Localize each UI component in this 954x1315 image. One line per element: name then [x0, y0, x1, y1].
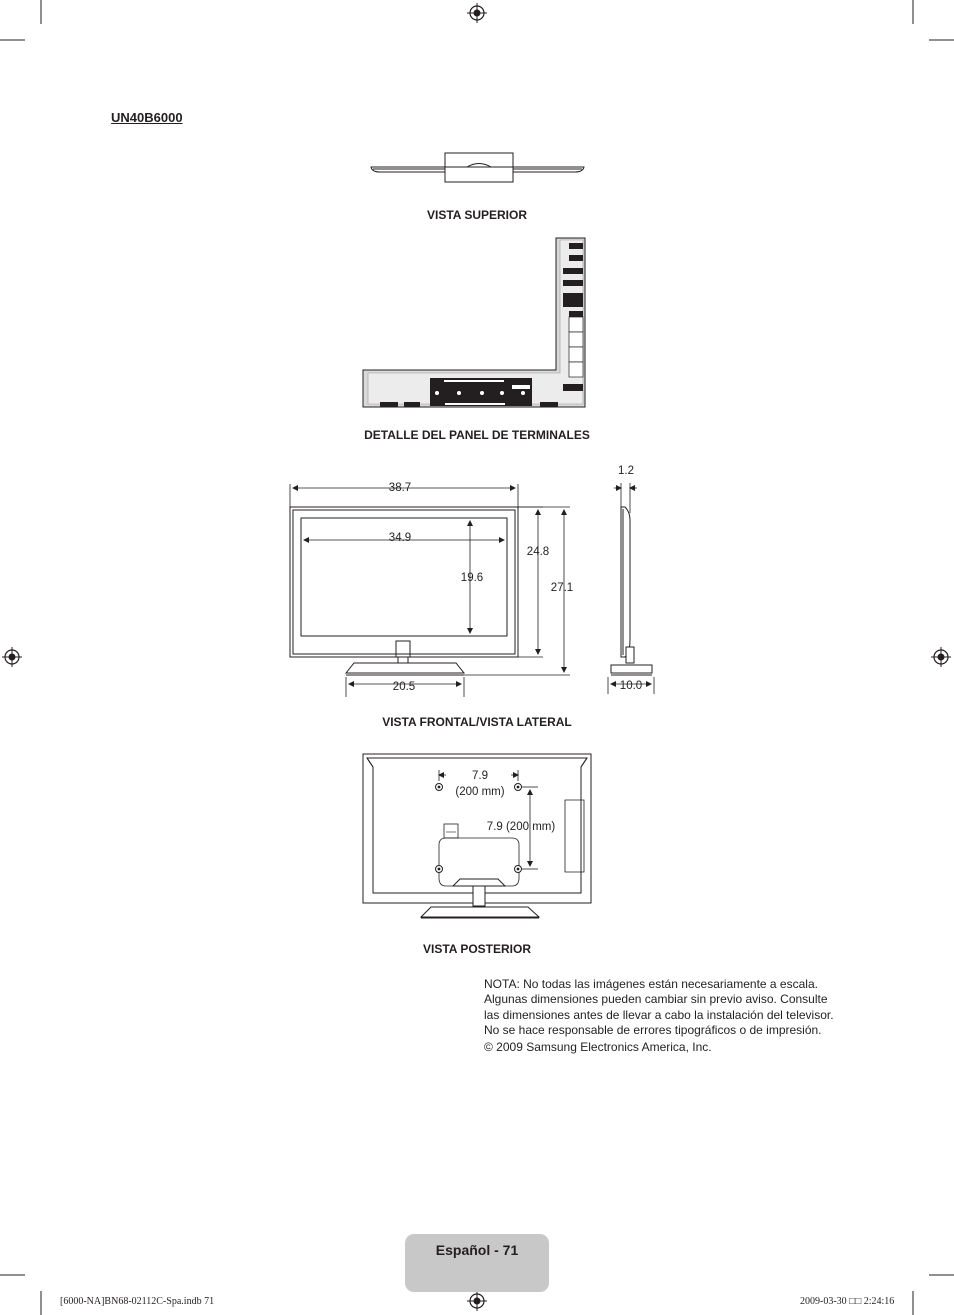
copyright-text: © 2009 Samsung Electronics America, Inc.	[484, 1040, 712, 1055]
page-number-badge	[405, 1234, 549, 1292]
registration-mark-right	[931, 647, 951, 667]
dim-screen-height: 19.6	[460, 572, 484, 584]
registration-mark-bottom	[467, 1291, 487, 1311]
dim-vesa-vertical: 7.9 (200 mm)	[486, 821, 556, 833]
model-number: UN40B6000	[111, 110, 183, 125]
dim-body-height: 24.8	[526, 546, 550, 558]
side-view-drawing	[611, 507, 652, 675]
file-slug: [6000-NA]BN68-02112C-Spa.indb 71	[60, 1296, 215, 1307]
mount-hole-top-left	[436, 784, 443, 791]
mount-hole-bottom-left	[436, 866, 443, 873]
note-text: NOTA: No todas las imágenes están necesariamente a escala. Algunas dimensiones pueden cambiar sin previo aviso. Consulte las dimensiones antes de llevar a cabo la instalación del televisor. No se hace responsable de errores tipográficos o de impresión.	[484, 977, 834, 1037]
mount-hole-top-right	[515, 784, 522, 791]
mount-hole-bottom-right	[515, 866, 522, 873]
dim-stand-width: 20.5	[392, 681, 416, 693]
registration-mark-top	[467, 3, 487, 23]
dim-vesa-horizontal-mm: (200 mm)	[455, 786, 505, 798]
top-view-drawing	[371, 153, 584, 182]
caption-terminal-panel: DETALLE DEL PANEL DE TERMINALES	[364, 428, 590, 442]
caption-top-view: VISTA SUPERIOR	[426, 208, 527, 222]
dim-overall-width: 38.7	[388, 482, 412, 494]
dim-stand-depth: 10.0	[619, 680, 643, 692]
terminal-panel-drawing	[363, 238, 585, 407]
note-block	[484, 977, 844, 1055]
caption-front-side-view: VISTA FRONTAL/VISTA LATERAL	[382, 715, 572, 729]
dim-depth: 1.2	[618, 465, 634, 477]
dim-total-height: 27.1	[550, 582, 574, 594]
caption-rear-view: VISTA POSTERIOR	[422, 942, 531, 956]
dim-vesa-horizontal: 7.9	[472, 770, 488, 782]
print-timestamp: 2009-03-30 □□ 2:24:16	[800, 1296, 895, 1307]
dim-screen-width: 34.9	[388, 532, 412, 544]
page-number-label: Español - 71	[435, 1242, 519, 1258]
registration-mark-left	[2, 647, 22, 667]
